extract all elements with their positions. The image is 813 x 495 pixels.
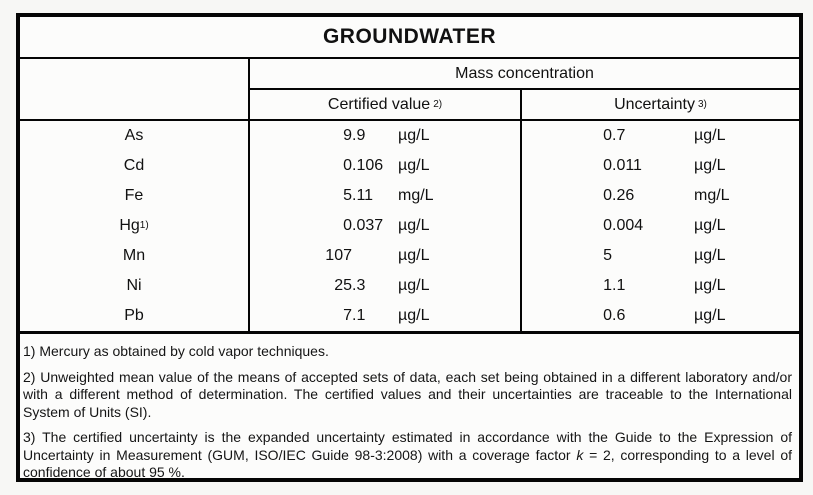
- sub-header-row: [250, 90, 799, 119]
- uncertainty-unit: µg/L: [694, 247, 726, 264]
- certified-value: 9 .9: [343, 127, 366, 144]
- uncertainty-value: 0 .011: [603, 157, 642, 174]
- element-cell: Hg 1): [20, 211, 250, 241]
- table-row: [20, 271, 799, 301]
- table-row: [20, 151, 799, 181]
- uncertainty-value: 0 .004: [603, 217, 644, 234]
- uncertainty-unit: µg/L: [694, 307, 726, 324]
- certified-value-cell: [250, 121, 522, 151]
- certified-value: 7 .1: [343, 307, 366, 324]
- certified-value: 107: [325, 247, 352, 264]
- certified-value: 25 .3: [334, 277, 366, 294]
- table-body: [20, 121, 799, 334]
- certified-unit: mg/L: [398, 187, 434, 204]
- element-symbol: As: [124, 127, 144, 144]
- certified-value: 5 .11: [343, 187, 374, 204]
- certified-value-cell: [250, 151, 522, 181]
- footnote-3: [23, 429, 792, 482]
- footnote-1: 1) Mercury as obtained by cold vapor techniques.: [23, 343, 329, 359]
- element-cell: [20, 301, 250, 331]
- uncertainty-cell: [522, 271, 799, 301]
- uncertainty-unit: µg/L: [694, 127, 726, 144]
- table-title: GROUNDWATER: [20, 17, 799, 59]
- uncertainty-unit: µg/L: [694, 157, 726, 174]
- table-row: [20, 301, 799, 331]
- certified-unit: µg/L: [398, 157, 430, 174]
- element-cell: [20, 241, 250, 271]
- mass-concentration-header-group: [250, 59, 799, 119]
- certified-unit: µg/L: [398, 307, 430, 324]
- uncertainty-unit: µg/L: [694, 217, 726, 234]
- uncertainty-value: 5: [603, 247, 612, 264]
- footnote-3-text-after: = 2, corresponding to a level of confidence of about 95 %.: [23, 446, 792, 480]
- element-cell: [20, 151, 250, 181]
- certified-value-cell: [250, 301, 522, 331]
- certified-value-cell: [250, 211, 522, 241]
- certified-value-cell: [250, 181, 522, 211]
- footnote-2: 2) Unweighted mean value of the means of accepted sets of data, each set being obtained in a different laboratory and/or with a different method of determination. The certified values and their uncertainties are traceable to the International System of Units (SI).: [23, 368, 792, 420]
- certified-unit: µg/L: [398, 217, 430, 234]
- element-symbol: Ni: [126, 277, 142, 294]
- element-symbol: Mn: [122, 247, 146, 264]
- certified-value-header-label: Certified value: [327, 95, 431, 113]
- mass-concentration-header: Mass concentration: [250, 59, 799, 90]
- uncertainty-cell: [522, 301, 799, 331]
- table-header: [20, 59, 799, 121]
- uncertainty-cell: [522, 181, 799, 211]
- uncertainty-value: 0 .7: [603, 127, 626, 144]
- certified-value: 0 .106: [343, 157, 384, 174]
- uncertainty-unit: mg/L: [694, 187, 730, 204]
- certified-unit: µg/L: [398, 277, 430, 294]
- uncertainty-value: 0 .26: [603, 187, 635, 204]
- table-row: [20, 181, 799, 211]
- element-symbol: Hg: [119, 217, 140, 234]
- uncertainty-header: Uncertainty 3): [614, 95, 707, 113]
- element-symbol: Fe: [124, 187, 144, 204]
- groundwater-table: [16, 13, 803, 482]
- certified-value-header: Certified value 2): [250, 90, 522, 119]
- uncertainty-cell: [522, 121, 799, 151]
- certified-unit: µg/L: [398, 127, 430, 144]
- coverage-factor-symbol: k: [576, 446, 584, 463]
- uncertainty-cell: [522, 151, 799, 181]
- uncertainty-value: 1 .1: [603, 277, 626, 294]
- uncertainty-value: 0 .6: [603, 307, 626, 324]
- certified-value: 0 .037: [343, 217, 384, 234]
- table-row: [20, 121, 799, 151]
- footnotes-section: [20, 334, 799, 490]
- uncertainty-cell: [522, 211, 799, 241]
- element-cell: [20, 121, 250, 151]
- element-column-header-empty: [20, 59, 250, 119]
- element-cell: [20, 181, 250, 211]
- footnote-3-text-before: 3) The certified uncertainty is the expanded uncertainty estimated in accordance with the Guide to the Expression of Uncertainty in Measurement (GUM, ISO/IEC Guide 98-3:2008) with a coverage factor: [23, 429, 792, 463]
- element-symbol: Cd: [123, 157, 145, 174]
- uncertainty-unit: µg/L: [694, 277, 726, 294]
- uncertainty-header-label: Uncertainty: [614, 95, 695, 113]
- certified-value-cell: [250, 241, 522, 271]
- table-row: [20, 241, 799, 271]
- element-cell: [20, 271, 250, 301]
- uncertainty-cell: [522, 241, 799, 271]
- certified-value-cell: [250, 271, 522, 301]
- element-symbol: Pb: [124, 307, 144, 324]
- certified-unit: µg/L: [398, 247, 430, 264]
- table-row: [20, 211, 799, 241]
